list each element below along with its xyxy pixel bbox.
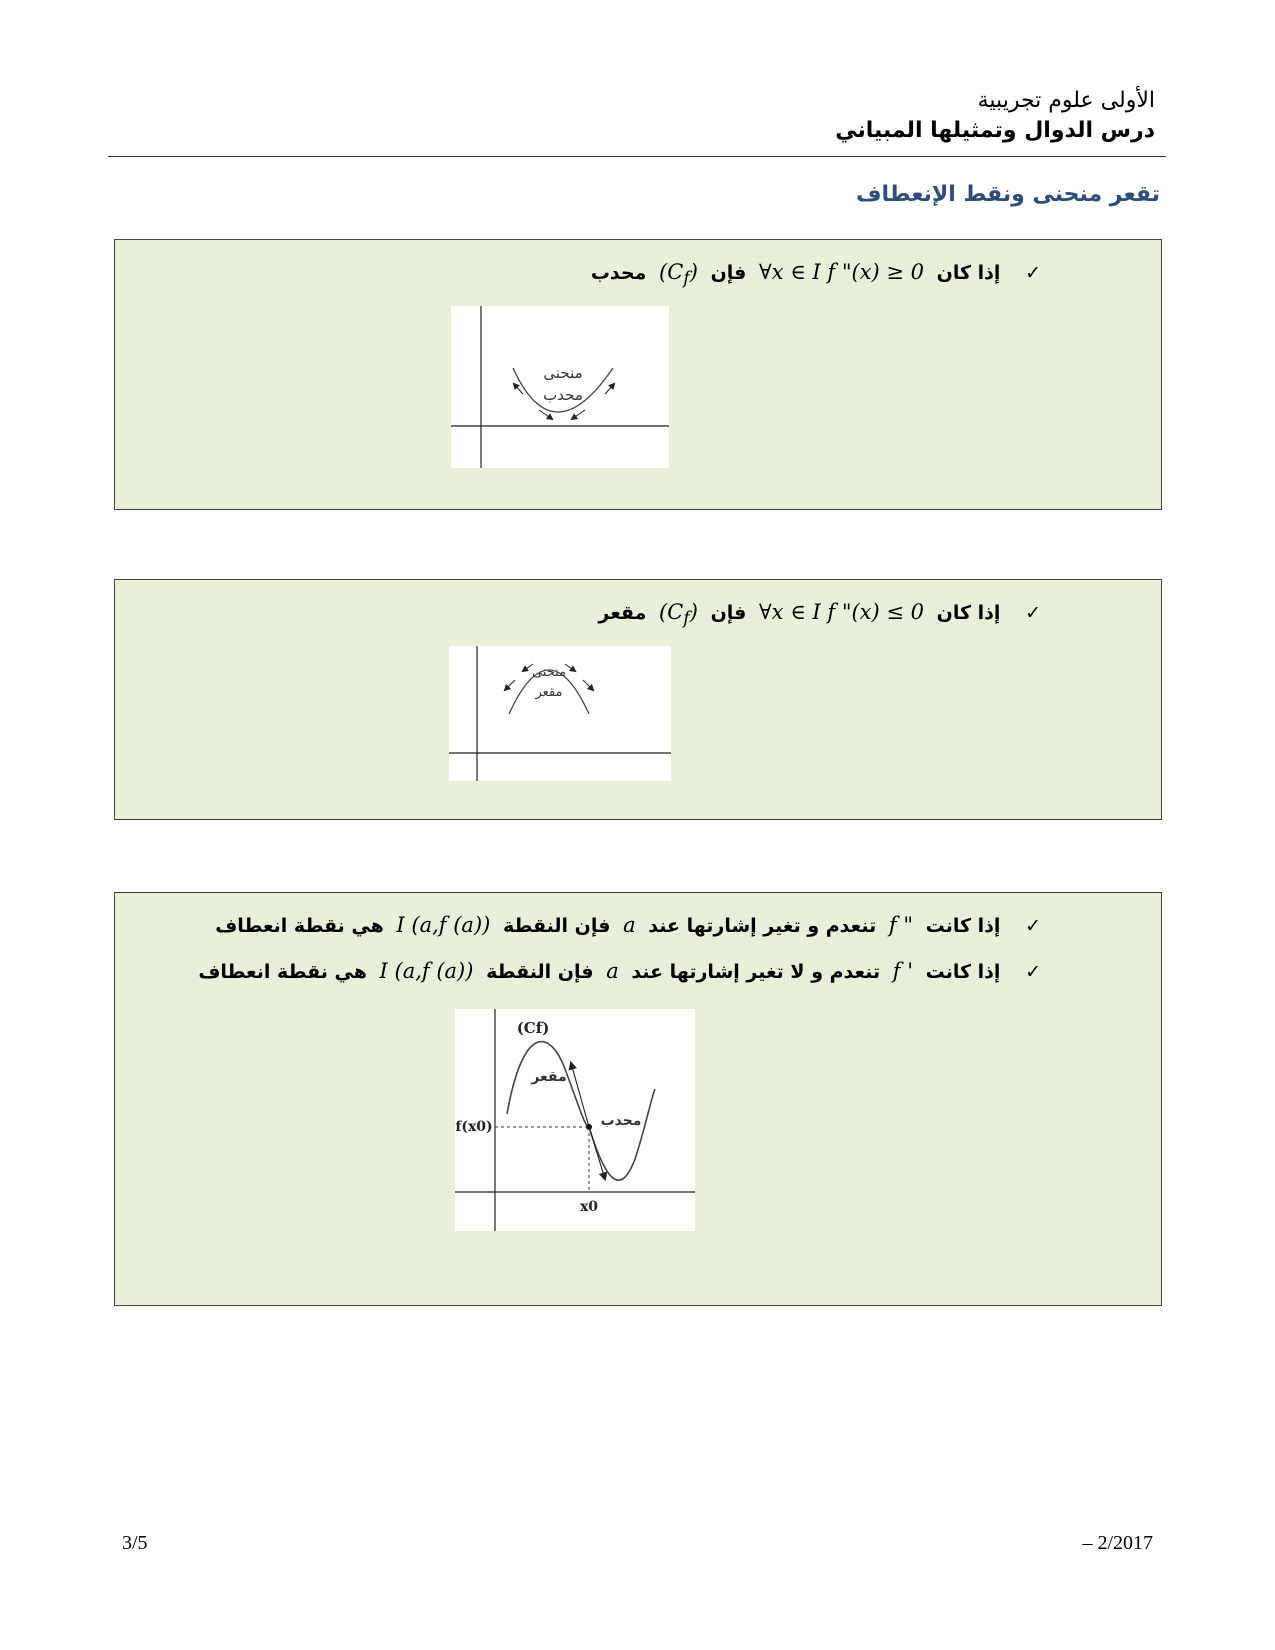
inflection-rule-line-1 (215, 913, 1041, 937)
check-icon: ✓ (1025, 915, 1041, 937)
section-title: تقعر منحنى ونقط الإنعطاف (855, 182, 1160, 207)
then-text: فإن (710, 602, 747, 624)
point-a-symbol: a (623, 913, 636, 937)
header-divider (108, 156, 1166, 157)
result-text: هي نقطة انعطاف (215, 915, 384, 937)
convex-rule-box (114, 239, 1162, 510)
concave-rule-box (114, 579, 1162, 820)
level-label: الأولى علوم تجريبية (977, 88, 1155, 113)
concave-label-2: مقعر (535, 685, 563, 700)
first-derivative-symbol: f ' (892, 959, 913, 983)
curve-symbol: $(C_f)$ (659, 600, 698, 630)
curve-label: (Cf) (516, 1019, 550, 1037)
concave-rule-line (598, 600, 1041, 629)
concave-label-1: منحنى (531, 665, 567, 680)
check-icon: ✓ (1025, 961, 1041, 983)
if-text: إذا كانت (925, 961, 1001, 983)
result-text: هي نقطة انعطاف (198, 961, 367, 983)
if-text: إذا كان (936, 602, 1001, 624)
concave-part-label: مقعر (531, 1069, 567, 1085)
then-text: فإن النقطة (486, 961, 594, 983)
if-text: إذا كان (936, 262, 1001, 284)
convex-label-1: منحنى (543, 364, 583, 382)
convex-figure (451, 306, 669, 468)
inflection-point-symbol: I (a,f (a)) (396, 913, 491, 937)
convex-label-2: محدب (543, 386, 583, 404)
point-a-symbol: a (606, 959, 619, 983)
y-tick-label: f(x0) (455, 1119, 493, 1135)
convexity-condition: ∀x ∈ I f "(x) ≥ 0 (759, 260, 925, 284)
then-text: فإن (710, 262, 747, 284)
if-text: إذا كانت (925, 915, 1001, 937)
result-text: محدب (590, 262, 647, 284)
then-text: فإن النقطة (502, 915, 611, 937)
lesson-title: درس الدوال وتمثيلها المبياني (835, 118, 1155, 143)
result-text: مقعر (598, 602, 647, 624)
inflection-rule-line-2 (198, 959, 1041, 983)
check-icon: ✓ (1025, 602, 1041, 624)
inflection-figure (455, 1009, 695, 1231)
convex-rule-line (591, 260, 1041, 289)
concave-figure (449, 646, 671, 781)
school-year: – 2/2017 (1082, 1532, 1153, 1554)
check-icon: ✓ (1025, 262, 1041, 284)
inflection-rule-box (114, 892, 1162, 1306)
curve-symbol: $(C_f)$ (659, 260, 698, 290)
inflection-point-symbol: I (a,f (a)) (379, 959, 474, 983)
condition-text: تنعدم و تغير إشارتها عند (648, 915, 877, 937)
page-number: 3/5 (122, 1532, 148, 1554)
x-tick-label: x0 (579, 1199, 599, 1215)
concavity-condition: ∀x ∈ I f "(x) ≤ 0 (759, 600, 925, 624)
condition-text: تنعدم و لا تغير إشارتها عند (631, 961, 881, 983)
convex-part-label: محدب (600, 1113, 642, 1129)
second-derivative-symbol: f " (888, 913, 913, 937)
